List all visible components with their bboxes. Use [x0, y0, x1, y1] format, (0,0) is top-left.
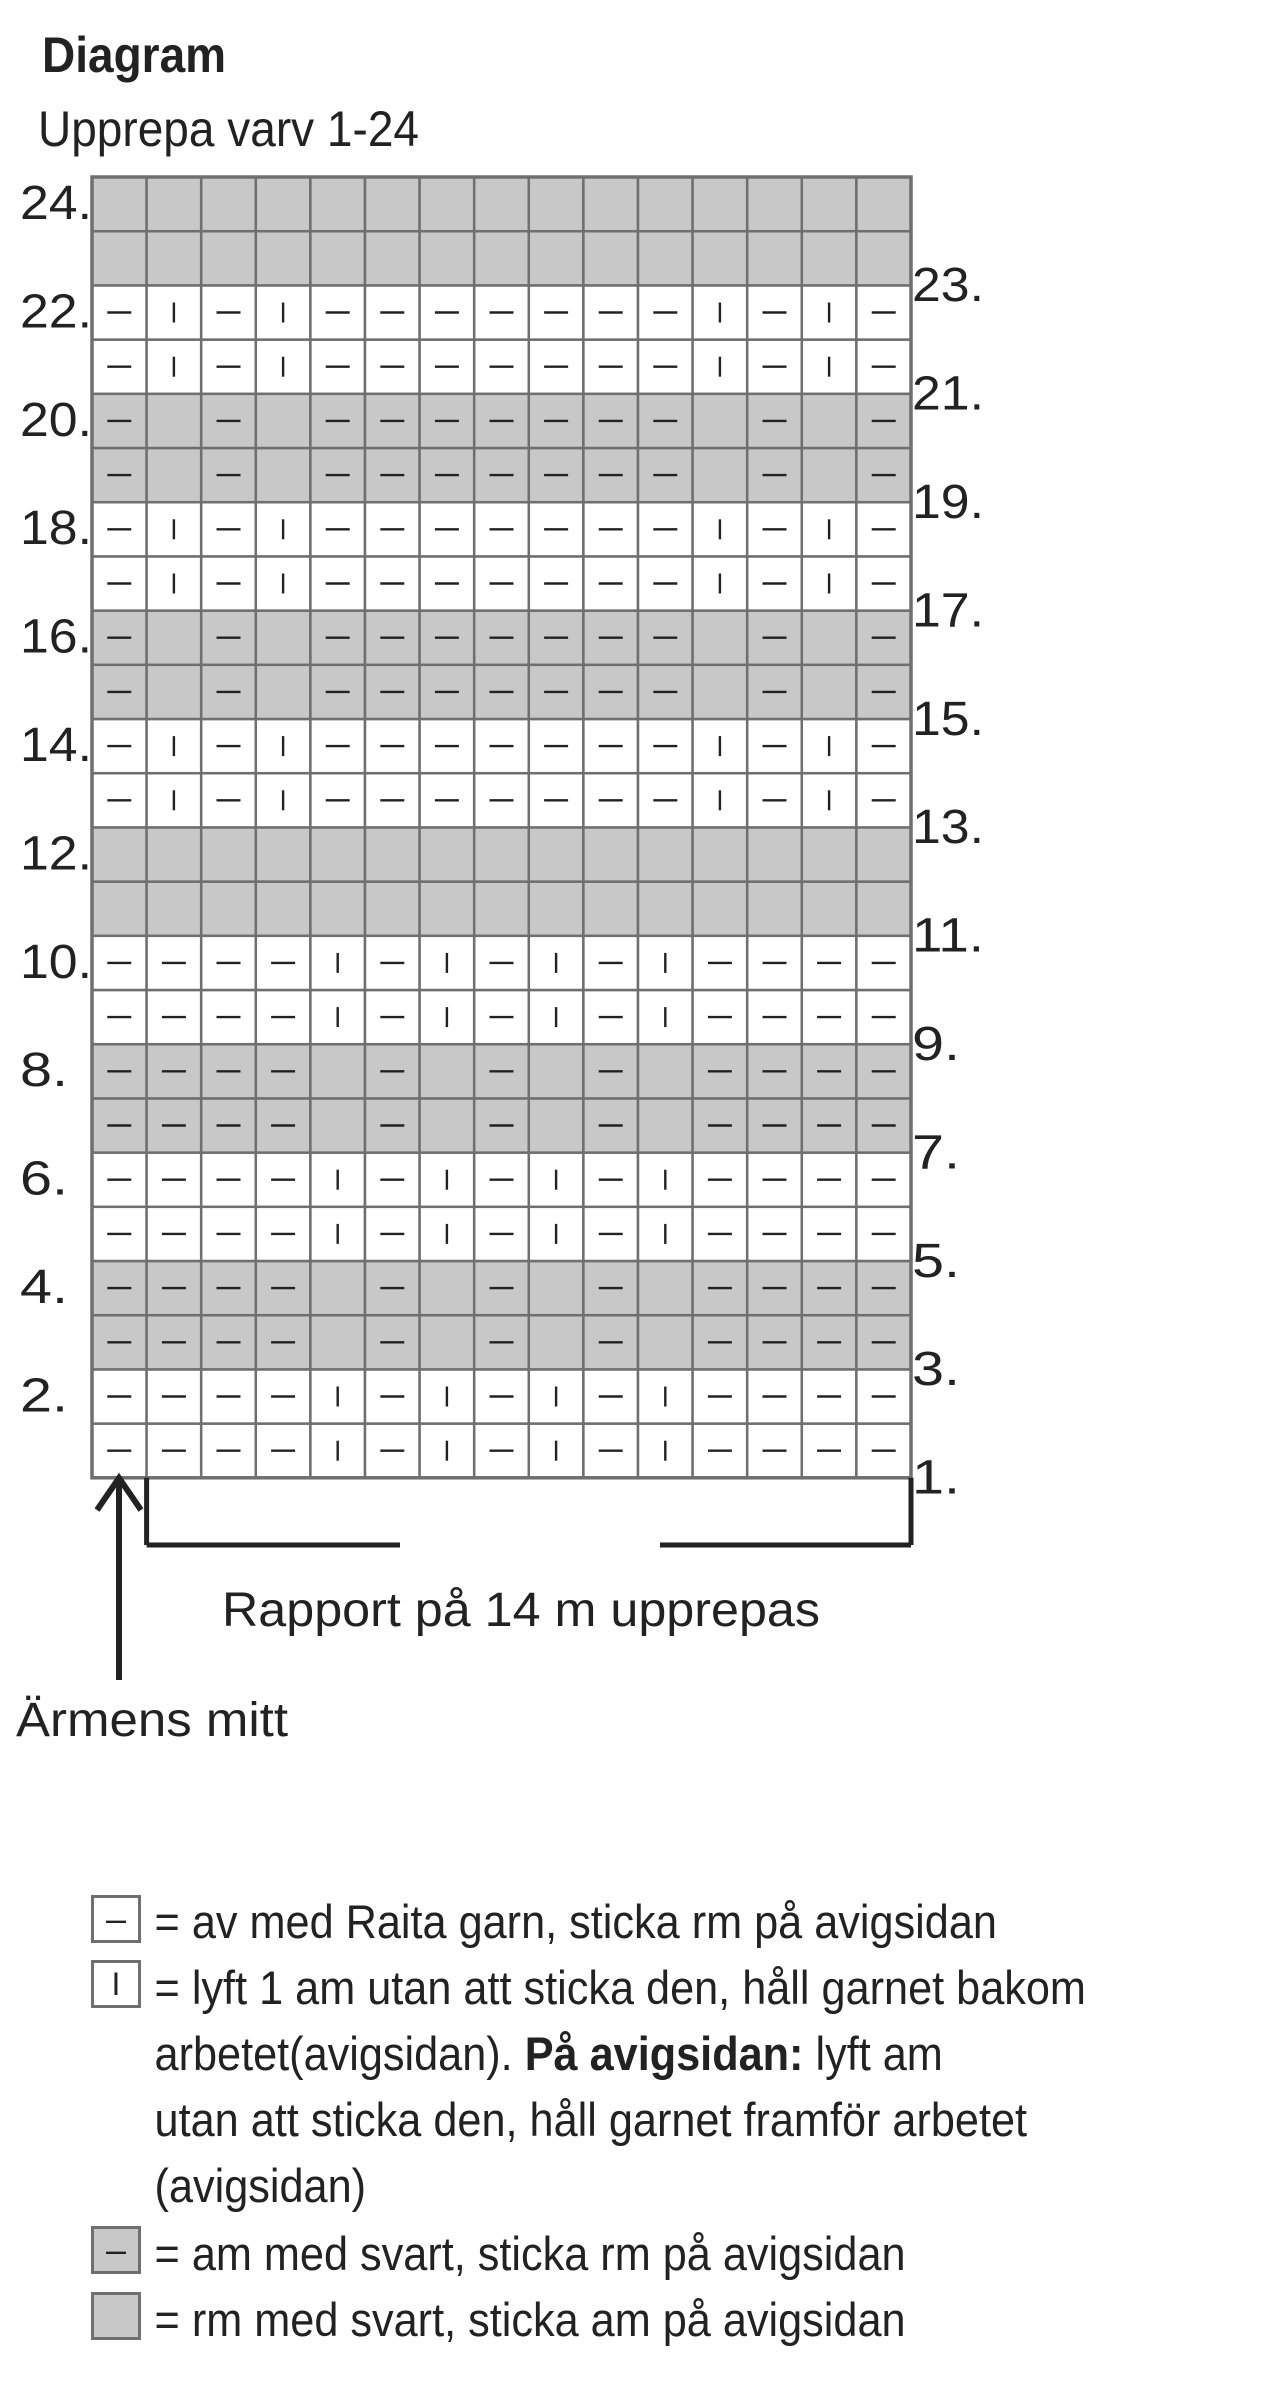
row-label-left-24: 24.: [20, 177, 92, 230]
chart-cell-r20-c12: [693, 394, 748, 448]
legend-text-2-line3: utan att sticka den, håll garnet framför arbetet: [154, 2093, 1028, 2146]
chart-cell-r15-c14: [802, 665, 857, 719]
chart-cell-r23-c14: [802, 231, 857, 285]
chart-cell-r11-c14: [802, 882, 857, 936]
chart-cell-r24-c8: [474, 177, 529, 231]
legend-symbol-dash-gray: –: [91, 2226, 141, 2274]
chart-cell-r12-c10: [583, 827, 638, 881]
chart-cell-r23-c6: [365, 231, 420, 285]
chart-cell-r3-c5: [310, 1315, 365, 1369]
row-label-right-15: 15.: [912, 692, 984, 746]
chart-cell-r23-c2: [147, 231, 202, 285]
legend-text-2-line2: [154, 2027, 943, 2080]
repeat-label: Rapport på 14 m upprepas: [222, 1584, 820, 1637]
legend-symbol-blank-gray: [91, 2292, 141, 2340]
chart-cell-r11-c7: [420, 882, 475, 936]
legend-symbol-dash-white: –: [91, 1895, 141, 1943]
chart-cell-r16-c14: [802, 611, 857, 665]
chart-cell-r11-c13: [747, 882, 802, 936]
legend-text-2-line4: (avigsidan): [154, 2159, 367, 2212]
chart-cell-r8-c11: [638, 1044, 693, 1098]
row-label-left-6: 6.: [20, 1152, 68, 1206]
chart-cell-r23-c12: [693, 231, 748, 285]
row-label-right-19: 19.: [912, 476, 984, 529]
chart-cell-r12-c3: [201, 827, 256, 881]
chart-cell-r23-c10: [583, 231, 638, 285]
chart-cell-r8-c5: [310, 1044, 365, 1098]
row-label-left-8: 8.: [20, 1044, 68, 1098]
legend-text-1: = av med Raita garn, sticka rm på avigsidan: [154, 1895, 997, 1948]
row-label-left-22: 22.: [20, 285, 92, 339]
row-label-right-1: 1.: [912, 1451, 960, 1505]
chart-cell-r11-c2: [147, 882, 202, 936]
chart-cell-r7-c7: [420, 1098, 475, 1152]
chart-cell-r4-c9: [529, 1261, 584, 1315]
chart-cell-r23-c5: [310, 231, 365, 285]
chart-cell-r19-c2: [147, 448, 202, 502]
legend-text-4: = rm med svart, sticka am på avigsidan: [154, 2293, 906, 2346]
chart-cell-r12-c6: [365, 827, 420, 881]
legend-text-2-line2-end: lyft am: [803, 2027, 943, 2080]
chart-cell-r23-c9: [529, 231, 584, 285]
chart-cell-r7-c9: [529, 1098, 584, 1152]
chart-cell-r8-c9: [529, 1044, 584, 1098]
chart-cell-r24-c5: [310, 177, 365, 231]
chart-cell-r24-c10: [583, 177, 638, 231]
chart-cell-r20-c4: [256, 394, 311, 448]
chart-cell-r12-c12: [693, 827, 748, 881]
legend-text-2-line1: = lyft 1 am utan att sticka den, håll garnet bakom: [154, 1961, 1086, 2014]
row-label-right-7: 7.: [912, 1126, 960, 1180]
chart-cell-r11-c10: [583, 882, 638, 936]
chart-cell-r15-c2: [147, 665, 202, 719]
chart-cell-r23-c7: [420, 231, 475, 285]
chart-cell-r8-c7: [420, 1044, 475, 1098]
chart-cell-r11-c8: [474, 882, 529, 936]
legend-text-2-line2-bold: På avigsidan:: [524, 2027, 804, 2080]
chart-cell-r24-c2: [147, 177, 202, 231]
legend-symbol-bar-white: I: [91, 1960, 141, 2008]
chart-cell-r16-c2: [147, 611, 202, 665]
chart-cell-r23-c1: [92, 231, 147, 285]
chart-cell-r24-c3: [201, 177, 256, 231]
chart-cell-r7-c11: [638, 1098, 693, 1152]
chart-cell-r11-c3: [201, 882, 256, 936]
chart-cell-r23-c3: [201, 231, 256, 285]
chart-cell-r24-c12: [693, 177, 748, 231]
chart-cell-r19-c14: [802, 448, 857, 502]
chart-cell-r12-c7: [420, 827, 475, 881]
chart-cell-r11-c4: [256, 882, 311, 936]
chart-cell-r11-c6: [365, 882, 420, 936]
chart-cell-r11-c12: [693, 882, 748, 936]
chart-cell-r12-c14: [802, 827, 857, 881]
chart-cell-r7-c5: [310, 1098, 365, 1152]
diagram-subtitle: Upprepa varv 1-24: [38, 101, 419, 157]
chart-cell-r23-c8: [474, 231, 529, 285]
row-label-left-2: 2.: [20, 1369, 68, 1423]
chart-cell-r24-c1: [92, 177, 147, 231]
row-label-right-11: 11.: [912, 909, 984, 963]
row-label-left-12: 12.: [20, 827, 92, 881]
chart-cell-r11-c15: [856, 882, 911, 936]
chart-cell-r12-c13: [747, 827, 802, 881]
chart-cell-r11-c9: [529, 882, 584, 936]
chart-cell-r15-c12: [693, 665, 748, 719]
chart-cell-r12-c1: [92, 827, 147, 881]
row-label-left-18: 18.: [20, 502, 92, 556]
chart-cell-r20-c14: [802, 394, 857, 448]
row-label-right-21: 21.: [912, 367, 984, 421]
sleeve-center-label: Ärmens mitt: [16, 1694, 288, 1747]
chart-cell-r23-c13: [747, 231, 802, 285]
legend-text-3: = am med svart, sticka rm på avigsidan: [154, 2227, 906, 2280]
chart-cell-r12-c15: [856, 827, 911, 881]
row-label-right-13: 13.: [912, 801, 984, 855]
chart-cell-r4-c11: [638, 1261, 693, 1315]
chart-cell-r19-c4: [256, 448, 311, 502]
chart-cell-r24-c7: [420, 177, 475, 231]
chart-cell-r3-c11: [638, 1315, 693, 1369]
row-label-left-14: 14.: [20, 719, 92, 772]
chart-cell-r12-c2: [147, 827, 202, 881]
chart-cell-r12-c4: [256, 827, 311, 881]
row-label-right-9: 9.: [912, 1018, 960, 1071]
chart-cell-r4-c7: [420, 1261, 475, 1315]
chart-cell-r11-c5: [310, 882, 365, 936]
chart-cell-r16-c4: [256, 611, 311, 665]
chart-cell-r24-c13: [747, 177, 802, 231]
chart-cell-r19-c12: [693, 448, 748, 502]
row-label-right-3: 3.: [912, 1343, 960, 1397]
chart-cell-r24-c15: [856, 177, 911, 231]
chart-cell-r24-c4: [256, 177, 311, 231]
chart-cell-r16-c12: [693, 611, 748, 665]
chart-cell-r12-c5: [310, 827, 365, 881]
row-label-left-20: 20.: [20, 393, 92, 447]
chart-cell-r12-c9: [529, 827, 584, 881]
row-label-right-23: 23.: [912, 259, 984, 313]
chart-cell-r3-c9: [529, 1315, 584, 1369]
row-label-left-10: 10.: [20, 935, 92, 989]
row-label-right-17: 17.: [912, 584, 984, 638]
chart-cell-r11-c1: [92, 882, 147, 936]
chart-cell-r20-c2: [147, 394, 202, 448]
chart-cell-r11-c11: [638, 882, 693, 936]
chart-cell-r23-c15: [856, 231, 911, 285]
legend-text-2-line2-start: arbetet(avigsidan).: [154, 2027, 525, 2080]
diagram-title: Diagram: [42, 27, 227, 83]
chart-cell-r12-c11: [638, 827, 693, 881]
chart-cell-r24-c14: [802, 177, 857, 231]
chart-cell-r24-c6: [365, 177, 420, 231]
row-label-left-4: 4.: [20, 1261, 68, 1314]
chart-cell-r15-c4: [256, 665, 311, 719]
chart-cell-r23-c4: [256, 231, 311, 285]
chart-cell-r23-c11: [638, 231, 693, 285]
chart-cell-r24-c11: [638, 177, 693, 231]
row-label-left-16: 16.: [20, 610, 92, 664]
chart-cell-r4-c5: [310, 1261, 365, 1315]
chart-cell-r3-c7: [420, 1315, 475, 1369]
chart-cell-r24-c9: [529, 177, 584, 231]
row-label-right-5: 5.: [912, 1234, 960, 1288]
chart-cell-r12-c8: [474, 827, 529, 881]
